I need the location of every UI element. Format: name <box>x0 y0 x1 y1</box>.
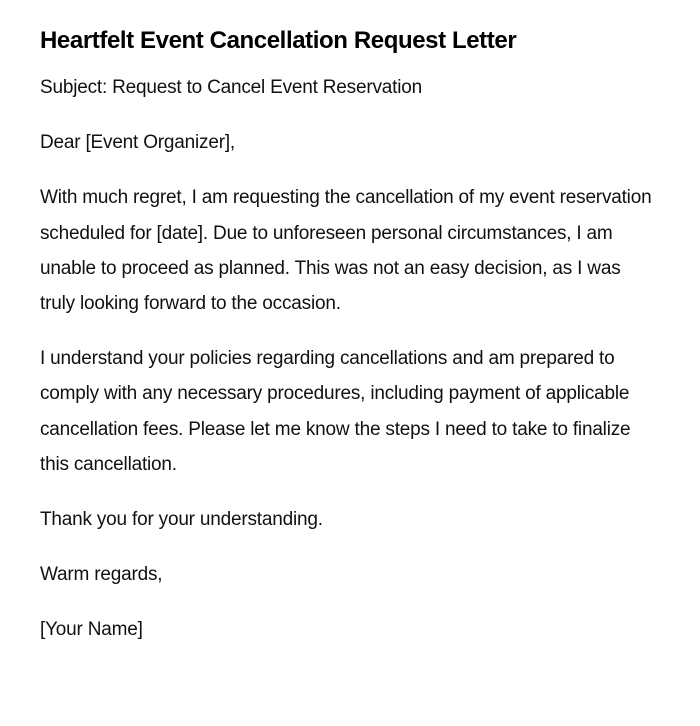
salutation: Dear [Event Organizer], <box>40 132 235 154</box>
body-paragraph-2: I understand your policies regarding cancellations and am prepared to comply with any necessary procedures, including payment of applicable cancellation fees. Please let me know the steps I need to take to finalize this cancellation. <box>40 348 631 475</box>
signature: [Your Name] <box>40 619 143 641</box>
body-paragraph-3: Thank you for your understanding. <box>40 509 323 531</box>
subject-line: Subject: Request to Cancel Event Reservation <box>40 77 422 98</box>
body-paragraph-1: With much regret, I am requesting the cancellation of my event reservation scheduled for [date]. Due to unforeseen personal circumstances, I am unable to proceed as planned. This was not an easy decision, as I was truly looking forward to the occasion. <box>40 187 652 315</box>
page-title: Heartfelt Event Cancellation Request Letter <box>40 27 517 54</box>
closing: Warm regards, <box>40 564 163 586</box>
